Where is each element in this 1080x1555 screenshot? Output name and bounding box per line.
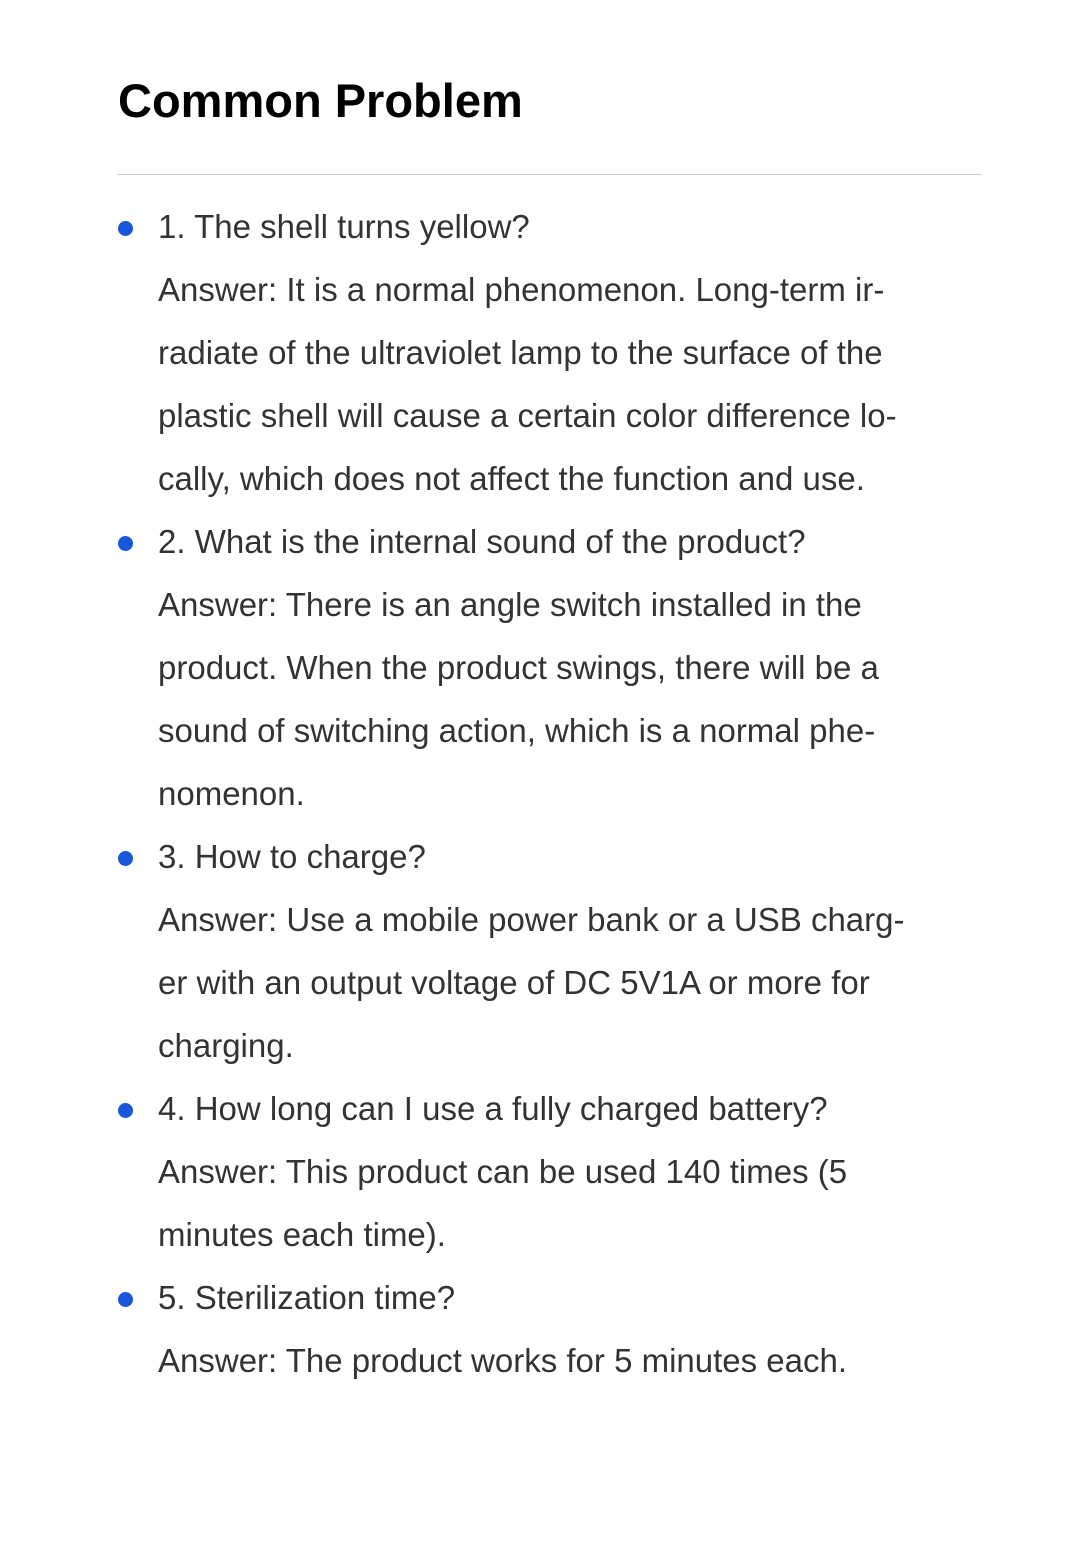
faq-item [118, 195, 982, 510]
faq-answer-line: plastic shell will cause a certain color difference lo- [158, 397, 897, 434]
faq-list [118, 195, 982, 1392]
faq-answer-line: product. When the product swings, there will be a [158, 649, 879, 686]
faq-item [118, 825, 982, 1077]
title-divider [118, 174, 982, 175]
faq-item [118, 1077, 982, 1266]
faq-question: 2. What is the internal sound of the product? [158, 523, 806, 560]
page-title: Common Problem [118, 74, 523, 127]
faq-answer-line: minutes each time). [158, 1216, 446, 1253]
faq-question: 5. Sterilization time? [158, 1279, 456, 1316]
faq-answer-line: radiate of the ultraviolet lamp to the surface of the [158, 334, 883, 371]
faq-answer-line: Answer: It is a normal phenomenon. Long-term ir- [158, 271, 885, 308]
faq-item [118, 510, 982, 825]
bullet-icon [118, 851, 133, 866]
faq-answer-line: nomenon. [158, 775, 305, 812]
faq-answer-line: charging. [158, 1027, 294, 1064]
bullet-icon [118, 536, 133, 551]
faq-question: 3. How to charge? [158, 838, 426, 875]
faq-answer-line: Answer: There is an angle switch installed in the [158, 586, 862, 623]
faq-question: 4. How long can I use a fully charged battery? [158, 1090, 828, 1127]
faq-answer-line: sound of switching action, which is a normal phe- [158, 712, 876, 749]
faq-answer-line: Answer: The product works for 5 minutes each. [158, 1342, 848, 1379]
faq-answer-line: er with an output voltage of DC 5V1A or more for [158, 964, 870, 1001]
faq-answer-line: cally, which does not affect the function and use. [158, 460, 865, 497]
faq-question: 1. The shell turns yellow? [158, 208, 530, 245]
faq-item [118, 1266, 982, 1392]
bullet-icon [118, 1103, 133, 1118]
faq-answer-line: Answer: This product can be used 140 times (5 [158, 1153, 848, 1190]
faq-answer-line: Answer: Use a mobile power bank or a USB charg- [158, 901, 905, 938]
bullet-icon [118, 1292, 133, 1307]
bullet-icon [118, 221, 133, 236]
